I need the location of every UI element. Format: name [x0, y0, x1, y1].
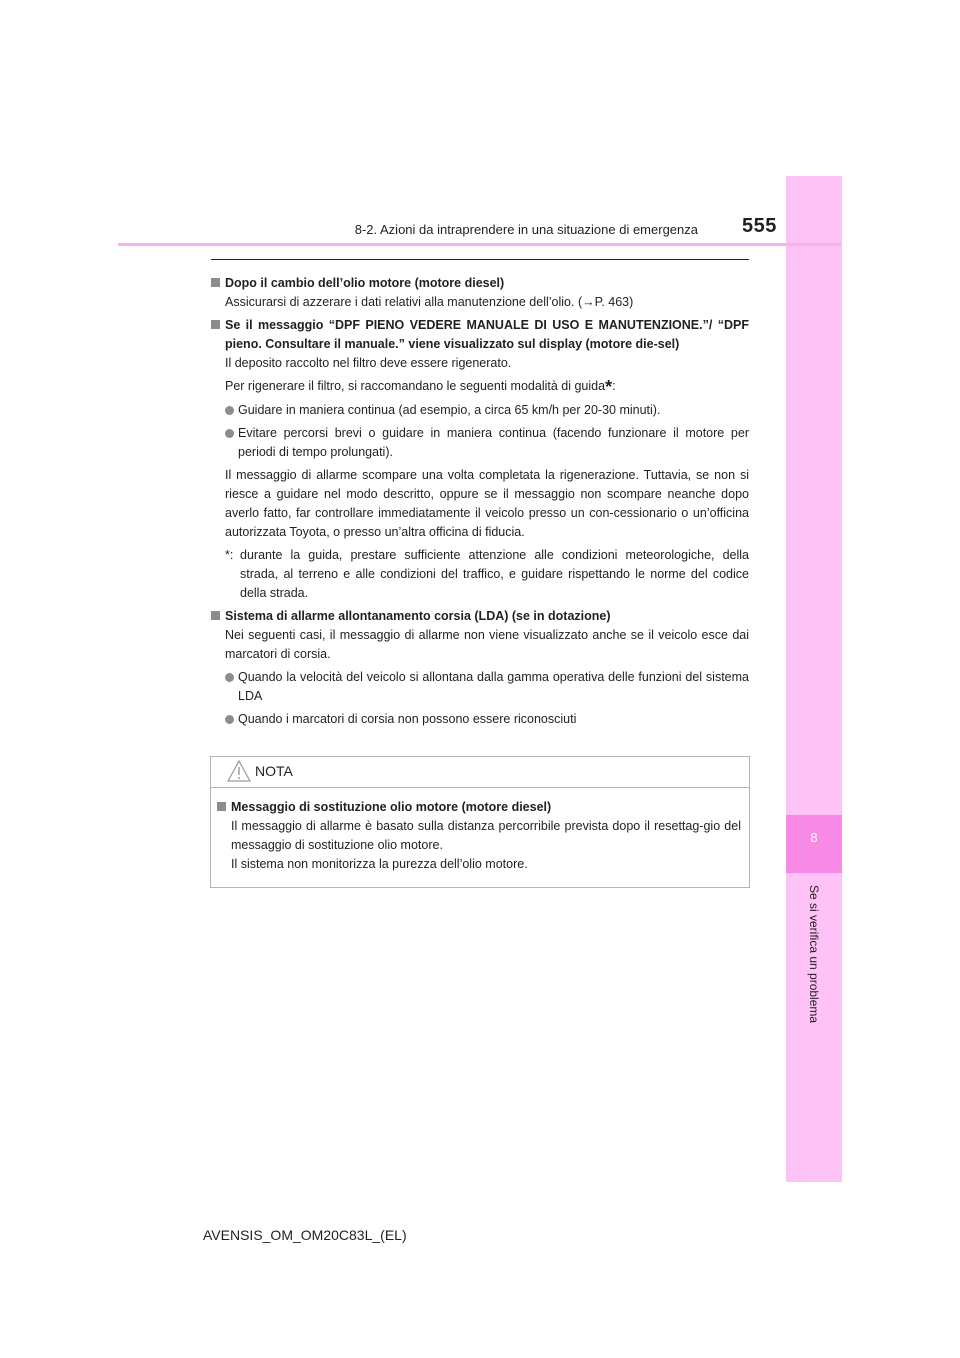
circle-bullet-icon: [225, 429, 234, 438]
square-bullet-icon: [211, 611, 220, 620]
note-title: NOTA: [255, 763, 293, 779]
footnote-mark: *:: [225, 548, 234, 562]
paragraph: Nei seguenti casi, il messaggio di allarme non viene visualizzato anche se il veicolo esce dai marcatori di corsia.: [225, 628, 749, 661]
content-top-rule: [211, 259, 749, 270]
paragraph: Il deposito raccolto nel filtro deve essere rigenerato.: [225, 356, 512, 370]
square-bullet-icon: [211, 320, 220, 329]
section-heading-oil-change: Dopo il cambio dell’olio motore (motore diesel): [211, 274, 749, 293]
warning-triangle-icon: [227, 760, 251, 782]
asterisk-mark: *: [605, 377, 613, 397]
list-item: Quando la velocità del veicolo si allontana dalla gamma operativa delle funzioni del sistema LDA: [211, 668, 749, 706]
main-content: [211, 259, 749, 729]
note-header: [211, 757, 749, 788]
circle-bullet-icon: [225, 673, 234, 682]
header-rule: [118, 243, 841, 246]
list-item: Quando i marcatori di corsia non possono essere riconosciuti: [211, 710, 749, 729]
page-number: 555: [742, 215, 777, 237]
square-bullet-icon: [211, 278, 220, 287]
list-item: Evitare percorsi brevi o guidare in maniera continua (facendo funzionare il motore per periodi di tempo prolungati).: [211, 424, 749, 462]
circle-bullet-icon: [225, 715, 234, 724]
note-body: [211, 788, 749, 874]
paragraph: Il messaggio di allarme scompare una volta completata la rigenerazione. Tuttavia, se non si riesce a guidare nel modo descritto, oppure se il messaggio non scompare neanche dopo averlo fatto, far controllare immediatamente il veicolo presso un con-cessionario o un’officina autorizzata Toyota, o presso un’altra officina di fiducia.: [225, 468, 749, 539]
square-bullet-icon: [217, 802, 226, 811]
list-item: Guidare in maniera continua (ad esempio, a circa 65 km/h per 20-30 minuti).: [211, 401, 749, 420]
footer-document-code: AVENSIS_OM_OM20C83L_(EL): [203, 1227, 407, 1243]
circle-bullet-icon: [225, 406, 234, 415]
chapter-number: 8: [810, 830, 818, 845]
note-box: [210, 756, 750, 888]
chapter-title: Se si verifica un problema: [807, 885, 821, 1024]
paragraph: Assicurarsi di azzerare i dati relativi alla manutenzione dell’olio. (→P. 463): [225, 295, 634, 309]
paragraph: Per rigenerare il filtro, si raccomandano le seguenti modalità di guida*:: [225, 377, 616, 397]
paragraph: Il sistema non monitorizza la purezza dell’olio motore.: [231, 857, 528, 871]
chapter-side-tab: [786, 176, 842, 1182]
note-heading: Messaggio di sostituzione olio motore (motore diesel): [217, 798, 741, 817]
section-heading-dpf: Se il messaggio “DPF PIENO VEDERE MANUALE DI USO E MANUTENZIONE.”/ “DPF pieno. Consultare il manuale.” viene visualizzato sul display (motore die-sel): [211, 316, 749, 354]
paragraph: Il messaggio di allarme è basato sulla distanza percorribile prevista dopo il resettag-gio del messaggio di sostituzione olio motore.: [231, 819, 741, 852]
footnote: *: durante la guida, prestare sufficiente attenzione alle condizioni meteorologiche, della strada, al terreno e alle condizioni del traffico, e guidare rispettando le norme del codice della strada.: [225, 548, 749, 600]
section-title: 8-2. Azioni da intraprendere in una situazione di emergenza: [354, 222, 698, 237]
section-heading-lda: Sistema di allarme allontanamento corsia (LDA) (se in dotazione): [211, 607, 749, 626]
